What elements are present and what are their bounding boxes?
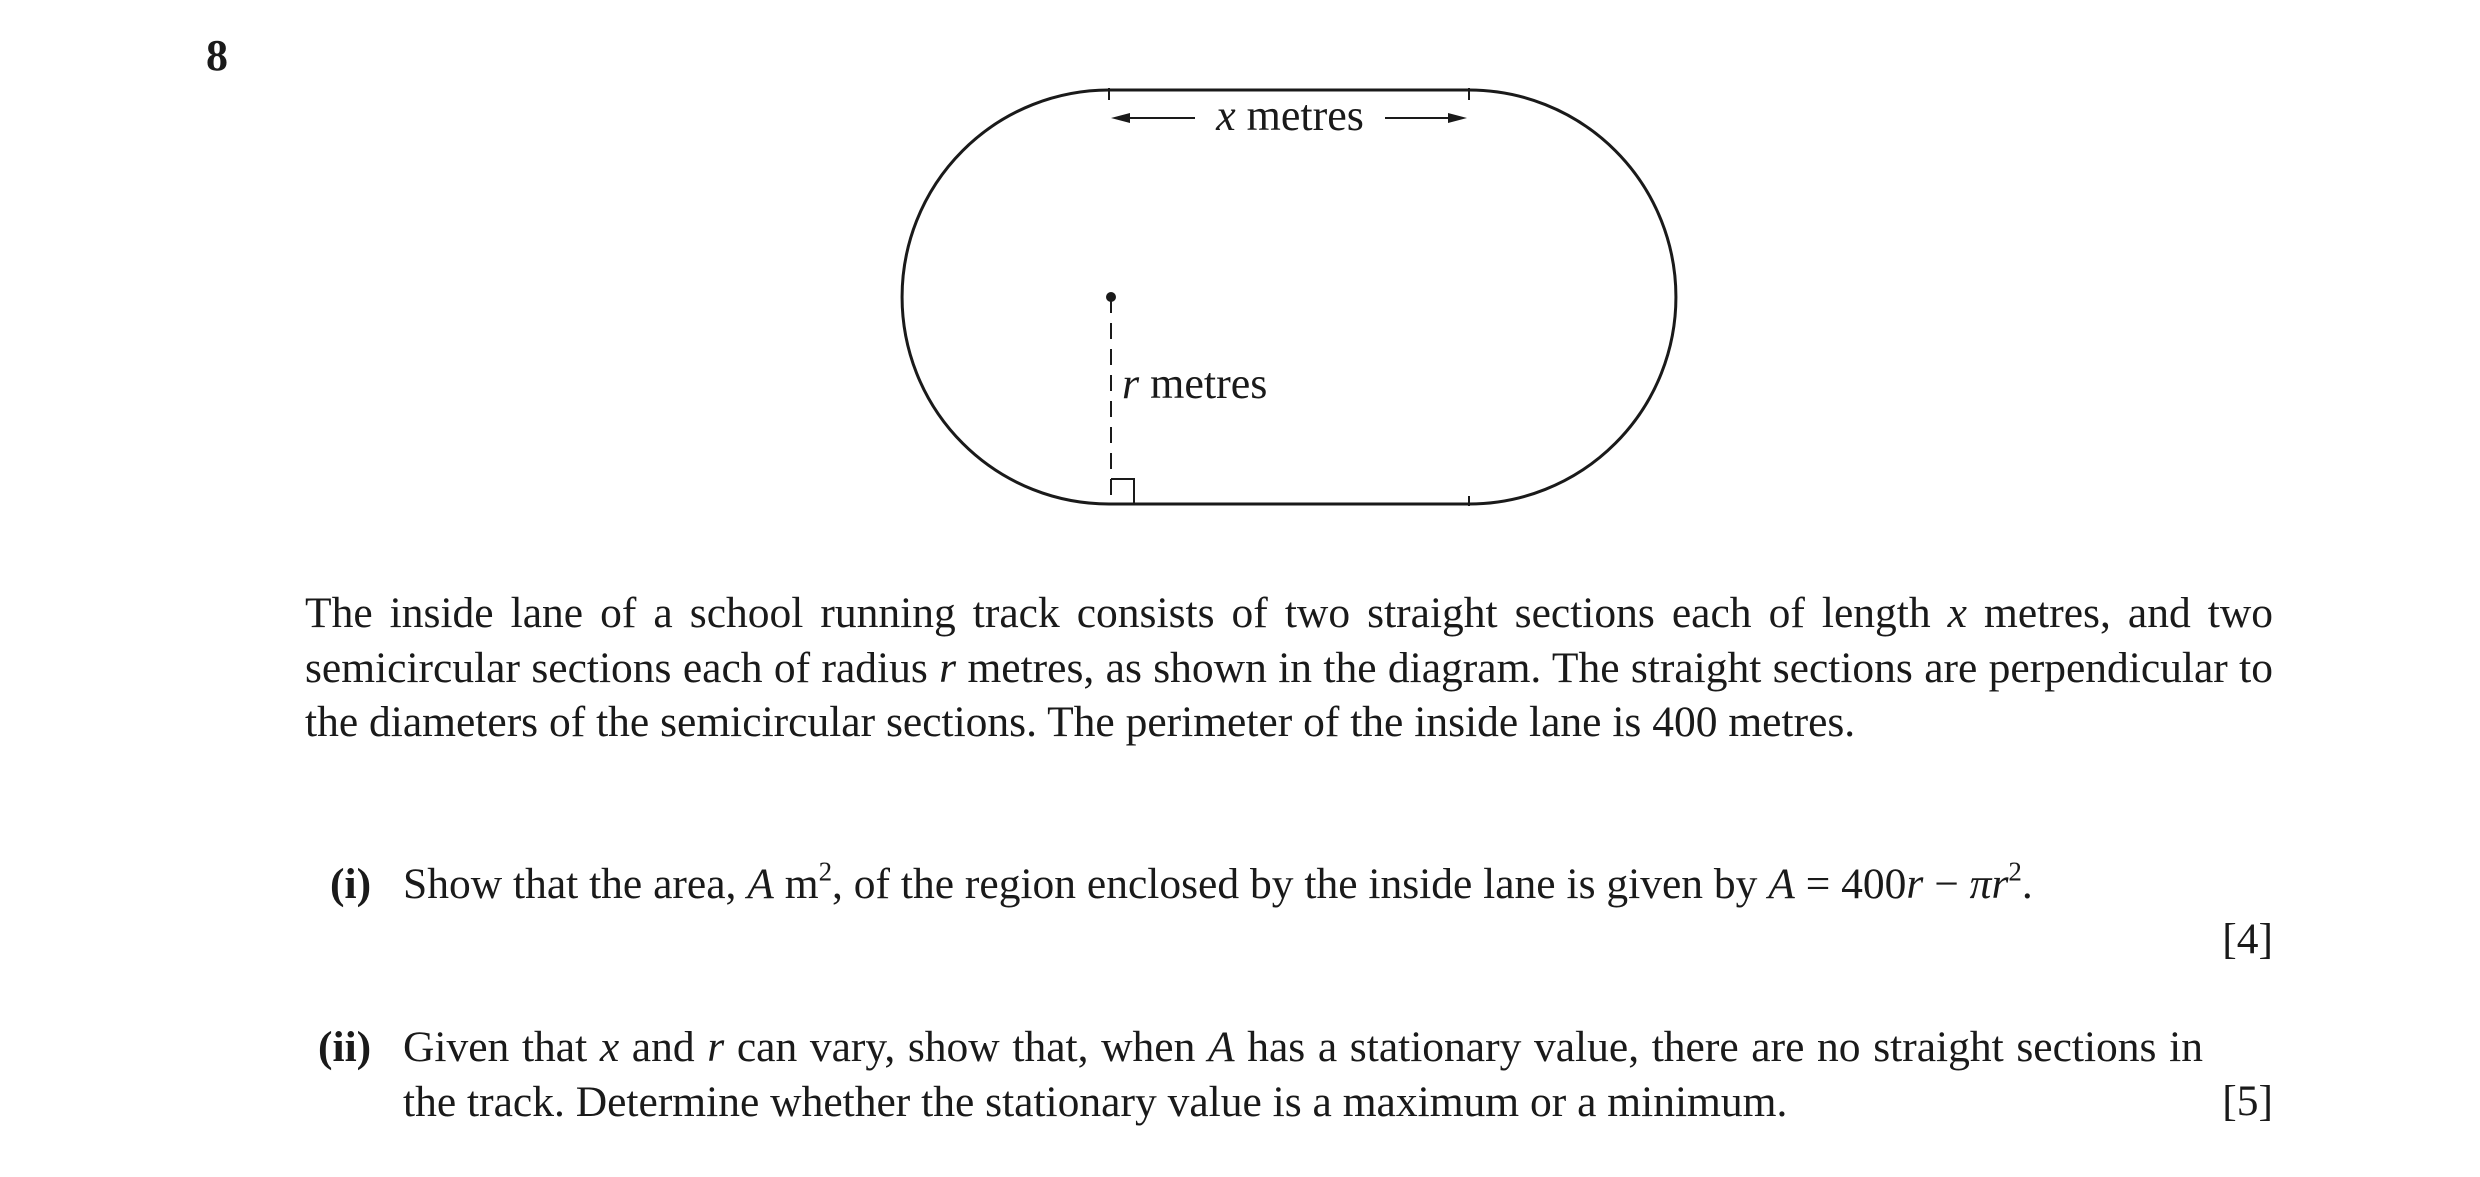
part-i — [0, 857, 2480, 977]
track-outline — [902, 90, 1676, 504]
x-arrowhead-right — [1448, 113, 1467, 123]
running-track-diagram — [0, 0, 2480, 560]
question-number: 8 — [206, 31, 228, 80]
x-arrowhead-left — [1111, 113, 1130, 123]
part-i-text: Show that the area, A $m^2$, of the region enclosed by the inside lane is given by $A = 400r - \pi r^2$. — [403, 856, 2033, 908]
area-formula: $A = 400r - \pi r^2$. — [1768, 856, 2033, 908]
x-metres-label: x metres — [1216, 91, 1364, 140]
part-ii-marks: [5] — [2222, 1077, 2273, 1125]
part-ii-label: (ii) — [318, 1023, 372, 1071]
question-intro: The inside lane of a school running track consists of two straight sections each of length x metres, and two semicircular sections each of radius r metres, as shown in the diagram. The straight sections are perpendicular to the diameters of the semicircular sections. The perimeter of the inside lane is 400 metres. — [305, 589, 2273, 746]
centre-point — [1106, 292, 1116, 302]
right-angle-marker — [1111, 479, 1134, 503]
part-ii-text: Given that x and r can vary, show that, when A has a stationary value, there are no straight sections in the track. Determine whether the stationary value is a maximum or a minimum. — [403, 1023, 2203, 1126]
part-i-label: (i) — [330, 860, 372, 908]
part-i-marks: [4] — [2222, 915, 2273, 963]
part-ii — [0, 1020, 2480, 1150]
r-metres-label: r metres — [1122, 359, 1268, 408]
